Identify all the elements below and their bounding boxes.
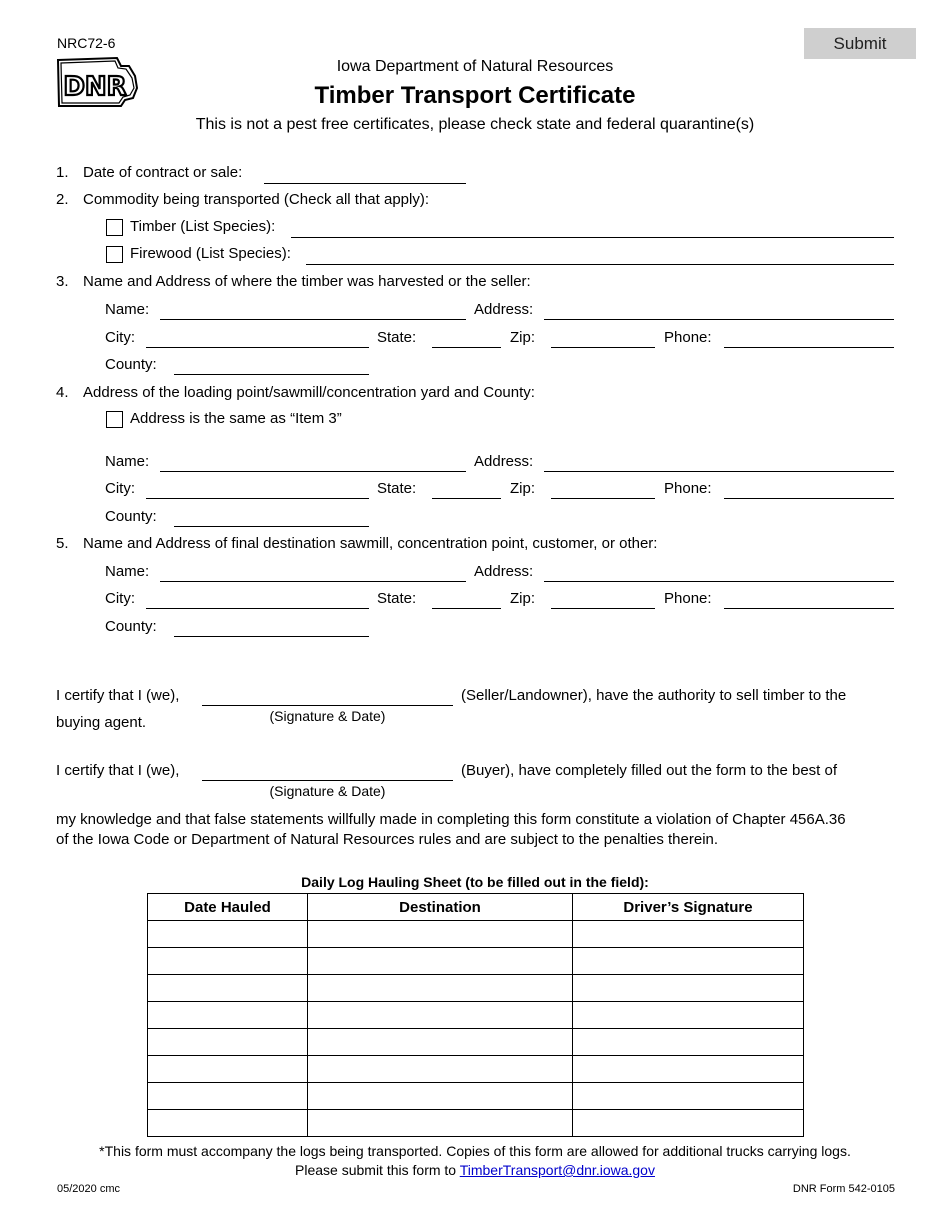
destination-cell[interactable] (308, 975, 573, 1002)
seller-name-field[interactable] (160, 319, 466, 320)
email-link[interactable]: TimberTransport@dnr.iowa.gov (459, 1162, 655, 1178)
destination-cell[interactable] (308, 921, 573, 948)
question-final-destination: Name and Address of final destination sawmill, concentration point, customer, or other: (83, 535, 658, 552)
county-label: County: (105, 618, 157, 635)
loading-state-field[interactable] (432, 498, 501, 499)
seller-city-field[interactable] (146, 347, 369, 348)
column-header-drivers-signature: Driver’s Signature (573, 894, 804, 921)
buyer-certify-tail: (Buyer), have completely filled out the form to the best of (461, 762, 838, 779)
buyer-certify-lead: I certify that I (we), (56, 762, 180, 779)
drivers-signature-cell[interactable] (573, 1002, 804, 1029)
date-hauled-cell[interactable] (148, 948, 308, 975)
buyer-certify-continuation-1: my knowledge and that false statements willfully made in completing this form constitute a violation of Chapter 456A.36 (56, 811, 846, 828)
date-hauled-cell[interactable] (148, 1002, 308, 1029)
timber-checkbox[interactable] (106, 219, 123, 236)
buyer-signature-caption: (Signature & Date) (269, 783, 386, 799)
zip-label: Zip: (510, 480, 536, 497)
state-label: State: (377, 480, 417, 497)
destination-name-field[interactable] (160, 581, 466, 582)
zip-label: Zip: (510, 590, 536, 607)
firewood-species-field[interactable] (306, 264, 894, 265)
state-label: State: (377, 329, 417, 346)
seller-zip-field[interactable] (551, 347, 655, 348)
loading-zip-field[interactable] (551, 498, 655, 499)
hauling-header-row (148, 894, 804, 921)
timber-label: Timber (List Species): (130, 218, 276, 235)
seller-signature-caption: (Signature & Date) (269, 708, 386, 724)
hauling-table (147, 893, 804, 1137)
footer-date-code: 05/2020 cmc (57, 1183, 120, 1195)
page-subtitle: This is not a pest free certificates, please check state and federal quarantine(s) (195, 116, 755, 133)
destination-phone-field[interactable] (724, 608, 894, 609)
name-label: Name: (105, 453, 150, 470)
seller-signature-field[interactable] (202, 705, 453, 706)
destination-cell[interactable] (308, 1002, 573, 1029)
item-number: 5. (56, 535, 69, 552)
submit-button[interactable]: Submit (804, 28, 916, 59)
destination-county-field[interactable] (174, 636, 369, 637)
drivers-signature-cell[interactable] (573, 1029, 804, 1056)
destination-cell[interactable] (308, 1029, 573, 1056)
destination-cell[interactable] (308, 1083, 573, 1110)
footer-submit-line (0, 1162, 950, 1179)
state-label: State: (377, 590, 417, 607)
question-loading-point: Address of the loading point/sawmill/concentration yard and County: (83, 384, 535, 401)
destination-cell[interactable] (308, 1056, 573, 1083)
form-code: NRC72-6 (57, 35, 116, 51)
name-label: Name: (105, 563, 150, 580)
loading-name-field[interactable] (160, 471, 466, 472)
drivers-signature-cell[interactable] (573, 1083, 804, 1110)
question-commodity: Commodity being transported (Check all that apply): (83, 191, 429, 208)
drivers-signature-cell[interactable] (573, 921, 804, 948)
address-label: Address: (474, 563, 534, 580)
name-label: Name: (105, 301, 150, 318)
destination-state-field[interactable] (432, 608, 501, 609)
date-hauled-cell[interactable] (148, 1056, 308, 1083)
page-title: Timber Transport Certificate (314, 82, 636, 109)
firewood-label: Firewood (List Species): (130, 245, 291, 262)
city-label: City: (105, 480, 135, 497)
address-label: Address: (474, 453, 534, 470)
table-row (148, 1110, 804, 1137)
destination-city-field[interactable] (146, 608, 369, 609)
column-header-date-hauled: Date Hauled (148, 894, 308, 921)
footer-submit-prefix: Please submit this form to (295, 1162, 460, 1178)
same-as-item3-checkbox[interactable] (106, 411, 123, 428)
seller-certify-lead: I certify that I (we), (56, 687, 180, 704)
seller-phone-field[interactable] (724, 347, 894, 348)
date-hauled-cell[interactable] (148, 975, 308, 1002)
drivers-signature-cell[interactable] (573, 975, 804, 1002)
destination-cell[interactable] (308, 1110, 573, 1137)
drivers-signature-cell[interactable] (573, 1056, 804, 1083)
timber-species-field[interactable] (291, 237, 894, 238)
date-hauled-cell[interactable] (148, 921, 308, 948)
buyer-signature-field[interactable] (202, 780, 453, 781)
destination-zip-field[interactable] (551, 608, 655, 609)
loading-city-field[interactable] (146, 498, 369, 499)
seller-county-field[interactable] (174, 374, 369, 375)
item-number: 2. (56, 191, 69, 208)
item-number: 4. (56, 384, 69, 401)
drivers-signature-cell[interactable] (573, 1110, 804, 1137)
destination-address-field[interactable] (544, 581, 894, 582)
date-hauled-cell[interactable] (148, 1083, 308, 1110)
destination-cell[interactable] (308, 948, 573, 975)
loading-phone-field[interactable] (724, 498, 894, 499)
seller-address-field[interactable] (544, 319, 894, 320)
column-header-destination: Destination (308, 894, 573, 921)
table-row (148, 1083, 804, 1110)
drivers-signature-cell[interactable] (573, 948, 804, 975)
same-as-item3-label: Address is the same as “Item 3” (130, 410, 342, 427)
footer-note: *This form must accompany the logs being transported. Copies of this form are allowed for additional trucks carrying logs. (99, 1143, 851, 1159)
phone-label: Phone: (664, 329, 712, 346)
city-label: City: (105, 590, 135, 607)
table-row (148, 948, 804, 975)
county-label: County: (105, 356, 157, 373)
table-row (148, 1056, 804, 1083)
question-date-of-sale: Date of contract or sale: (83, 164, 243, 181)
buyer-certify-continuation-2: of the Iowa Code or Department of Natural Resources rules and are subject to the penalties therein. (56, 831, 719, 848)
zip-label: Zip: (510, 329, 536, 346)
loading-address-field[interactable] (544, 471, 894, 472)
seller-certify-tail: (Seller/Landowner), have the authority to sell timber to the (461, 687, 847, 704)
logo-text: DNR (63, 72, 127, 102)
table-row (148, 1002, 804, 1029)
item-number: 3. (56, 273, 69, 290)
phone-label: Phone: (664, 480, 712, 497)
loading-county-field[interactable] (174, 526, 369, 527)
city-label: City: (105, 329, 135, 346)
question-harvest-location: Name and Address of where the timber was harvested or the seller: (83, 273, 531, 290)
county-label: County: (105, 508, 157, 525)
address-label: Address: (474, 301, 534, 318)
date-hauled-cell[interactable] (148, 1110, 308, 1137)
seller-certify-continuation: buying agent. (56, 714, 147, 731)
phone-label: Phone: (664, 590, 712, 607)
item-number: 1. (56, 164, 69, 181)
date-of-sale-field[interactable] (264, 183, 466, 184)
table-row (148, 975, 804, 1002)
seller-state-field[interactable] (432, 347, 501, 348)
footer-form-number: DNR Form 542-0105 (792, 1183, 895, 1195)
hauling-sheet-title: Daily Log Hauling Sheet (to be filled out in the field): (301, 874, 649, 890)
table-row (148, 1029, 804, 1056)
date-hauled-cell[interactable] (148, 1029, 308, 1056)
department-name: Iowa Department of Natural Resources (336, 58, 614, 75)
table-row (148, 921, 804, 948)
firewood-checkbox[interactable] (106, 246, 123, 263)
